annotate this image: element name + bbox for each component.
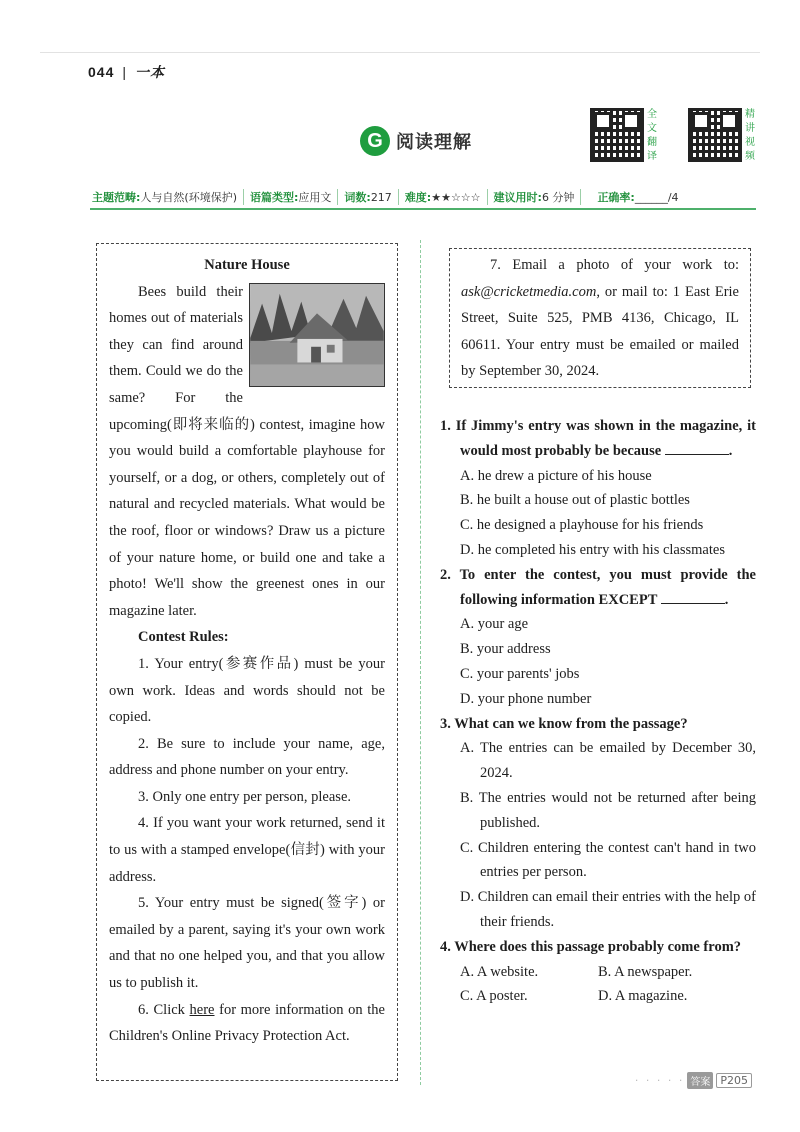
option-a[interactable]: A. A website. <box>460 963 539 980</box>
section-title <box>360 126 472 156</box>
reading-logo-icon: G <box>360 126 390 156</box>
rule-7-text: 7. Email a photo of your work to: <box>490 257 739 273</box>
question-2 <box>440 563 756 712</box>
contest-email: ask@cricketmedia.com <box>461 283 597 300</box>
rule-6 <box>109 997 385 1050</box>
info-value: 217 <box>370 191 392 204</box>
qr-code-video-icon[interactable] <box>688 108 742 162</box>
brand-mark: 一本 <box>135 65 165 81</box>
info-text-type <box>244 189 338 205</box>
option-a[interactable]: A. he drew a picture of his house <box>460 467 652 484</box>
page-number: 044 <box>88 64 115 80</box>
answer-reference <box>635 1072 752 1089</box>
option-b[interactable]: B. he built a house out of plastic bottles <box>460 492 690 509</box>
option-c[interactable]: C. Children entering the contest can't hand in two entries per person. <box>460 839 756 881</box>
section-title-text: 阅读理解 <box>396 132 472 153</box>
info-value: ★★☆☆☆ <box>431 191 481 204</box>
rule-2: 2. Be sure to include your name, age, address and phone number on your entry. <box>109 735 385 779</box>
info-key: 正确率: <box>597 191 635 204</box>
option-b[interactable]: B. your address <box>460 641 551 658</box>
passage-left-column <box>109 252 385 1050</box>
answer-blank <box>661 591 725 604</box>
question-stem: 3. What can we know from the passage? <box>440 715 688 732</box>
option-b[interactable]: B. A newspaper. <box>598 963 693 980</box>
info-accuracy <box>591 189 684 205</box>
question-stem <box>440 563 756 613</box>
info-key: 建议用时: <box>493 191 542 204</box>
rule-7 <box>461 252 739 385</box>
info-key: 难度: <box>404 191 432 204</box>
qr-label-char: 译 <box>647 151 657 162</box>
info-topic <box>90 189 244 205</box>
option-d[interactable]: D. your phone number <box>460 690 592 707</box>
qr-label-char: 视 <box>745 137 755 148</box>
question-stem-end: . <box>724 591 729 608</box>
passage-right-column <box>461 252 739 385</box>
option-d[interactable]: D. he completed his entry with his classmates <box>460 541 725 558</box>
option-d[interactable]: D. A magazine. <box>598 988 688 1005</box>
qr-label-char: 文 <box>647 123 657 134</box>
passage-title: Nature House <box>204 257 290 273</box>
rule-3: 3. Only one entry per person, please. <box>138 788 352 805</box>
question-4 <box>440 935 756 1009</box>
info-key: 语篇类型: <box>250 191 299 204</box>
here-link[interactable]: here <box>189 1001 215 1018</box>
rule-1: 1. Your entry(参赛作品) must be your own work. Ideas and words should not be copied. <box>109 655 385 726</box>
info-value: 应用文 <box>298 191 332 204</box>
info-suggested-time <box>488 189 582 205</box>
option-row <box>440 960 756 985</box>
nature-house-photo <box>249 283 385 387</box>
qr-label-translation <box>647 108 659 164</box>
option-c[interactable]: C. your parents' jobs <box>460 665 580 682</box>
option-c[interactable]: C. A poster. <box>460 988 528 1005</box>
leader-dots: · · · · · <box>634 1074 685 1087</box>
top-rule <box>40 52 760 53</box>
rule-6-text-end: for more information on the Children's Online Privacy Protection Act. <box>109 1001 385 1045</box>
qr-label-video <box>745 108 757 164</box>
rule-4: 4. If you want your work returned, send it to us with a stamped envelope(信封) with your address. <box>109 815 385 885</box>
qr-label-char: 全 <box>647 109 657 120</box>
option-a[interactable]: A. your age <box>460 616 529 633</box>
question-stem-end: . <box>728 442 733 459</box>
info-key: 主题范畴: <box>92 191 141 204</box>
question-stem-text: 2. To enter the contest, you must provide the following information EXCEPT <box>440 566 756 608</box>
qr-label-char: 精 <box>745 109 755 120</box>
info-word-count <box>338 189 398 205</box>
question-stem <box>440 414 756 464</box>
info-value: 6 分钟 <box>541 191 575 204</box>
option-a[interactable]: A. The entries can be emailed by December 30, 2024. <box>460 740 756 782</box>
option-b[interactable]: B. The entries would not be returned after being published. <box>460 789 756 831</box>
question-1 <box>440 414 756 563</box>
info-bar <box>90 186 756 210</box>
rule-7-text-end: , or mail to: 1 East Erie Street, Suite 525, PMB 4136, Chicago, IL 60611. Your entry must be emailed or mailed by September 30, 2024. <box>461 283 739 380</box>
question-list <box>440 414 756 1009</box>
page-header <box>88 62 165 82</box>
answer-page: P205 <box>716 1073 752 1088</box>
rule-6-text: 6. Click <box>138 1001 190 1018</box>
question-3 <box>440 712 756 935</box>
house-illustration-icon <box>250 284 384 386</box>
qr-label-char: 讲 <box>745 123 755 134</box>
info-difficulty <box>399 189 488 205</box>
option-d[interactable]: D. Children can email their entries with the help of their friends. <box>460 889 756 930</box>
info-key: 词数: <box>344 191 371 204</box>
answer-tag: 答案 <box>687 1072 713 1089</box>
info-value: ______/4 <box>634 191 679 204</box>
qr-label-char: 频 <box>745 151 755 162</box>
passage-intro: Bees build their homes out of materials they can find around them. Could we do the same? For the upcoming(即将来临的) contest, imagine how you would build a comfortable playhouse for yourself, or a dog, or others, completely out of natural and recycled materials. What would be the roof, floor or windows? Draw us a picture of your nature home, or build one and take a photo! We'll show the greenest ones in our magazine later. <box>109 283 385 619</box>
rules-heading: Contest Rules: <box>138 629 229 646</box>
qr-label-char: 翻 <box>647 137 657 148</box>
question-stem: 4. Where does this passage probably come from? <box>440 938 742 955</box>
column-divider <box>420 240 421 1085</box>
info-value: 人与自然(环境保护) <box>140 191 237 204</box>
option-c[interactable]: C. he designed a playhouse for his friends <box>460 517 704 534</box>
rule-5: 5. Your entry must be signed(签字) or emailed by a parent, saying it's your own work and that no one helped you, and that you allow us to publish it. <box>109 895 385 992</box>
question-stem-text: 1. If Jimmy's entry was shown in the magazine, it would most probably be because <box>440 418 756 459</box>
option-row <box>440 984 756 1009</box>
qr-code-translation-icon[interactable] <box>590 108 644 162</box>
answer-blank <box>665 442 729 455</box>
header-separator: | <box>122 64 127 80</box>
